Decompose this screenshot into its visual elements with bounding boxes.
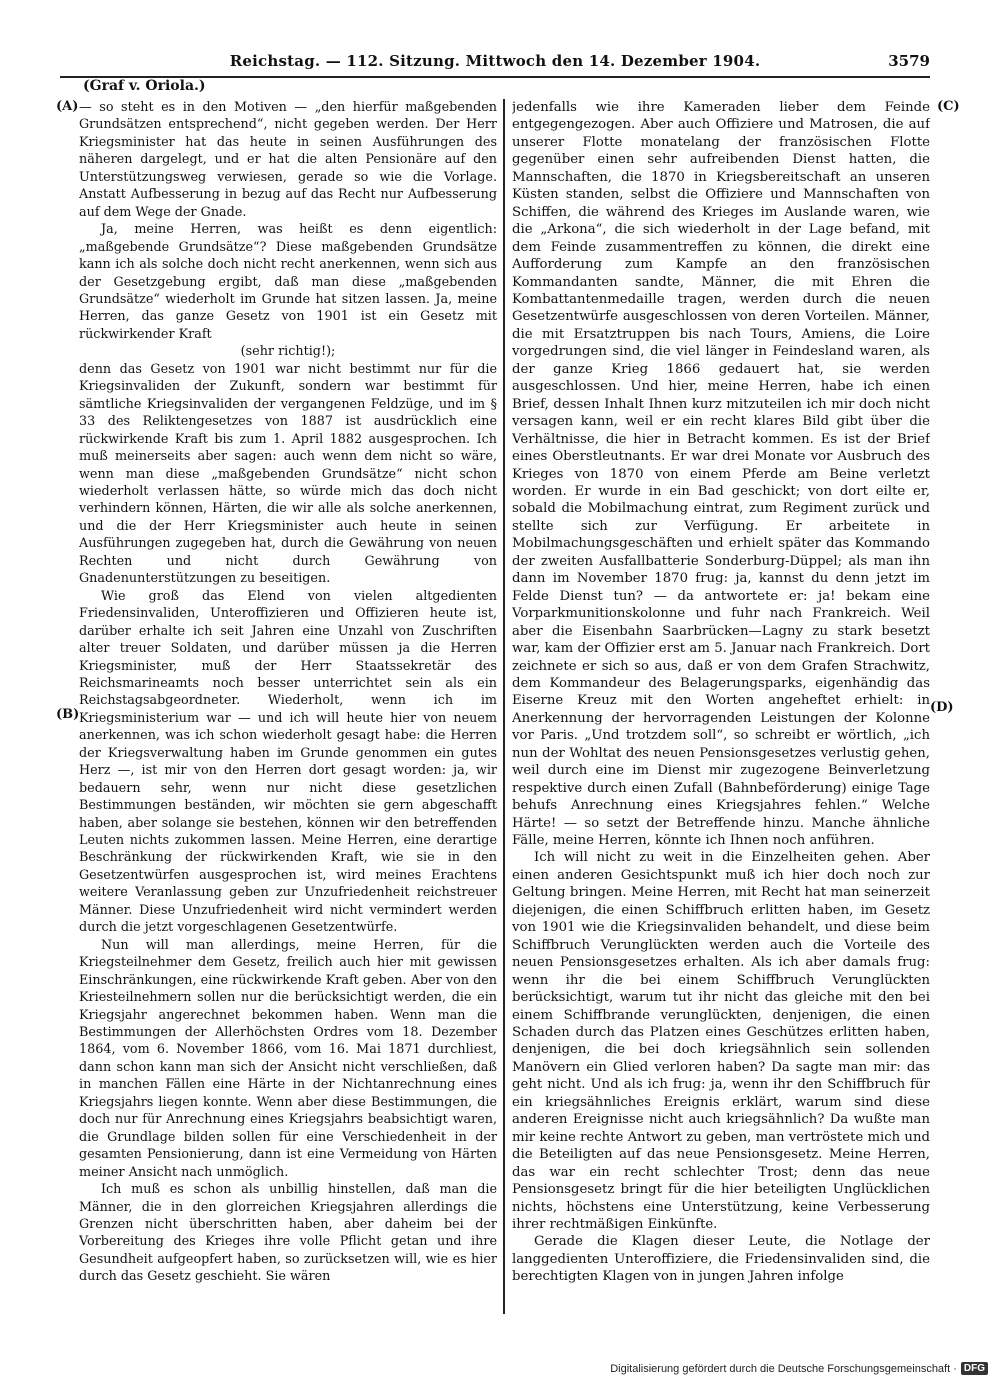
header-title: Reichstag. — 112. Sitzung. Mittwoch den 14. Dezember 1904. xyxy=(229,52,761,70)
digitization-footer xyxy=(610,1362,988,1375)
right-column xyxy=(512,99,930,1294)
paragraph: Wie groß das Elend von vielen altgedienten Friedensinvaliden, Unteroffizieren und Offizieren heute ist, darüber erhalte ich seit Jahren eine Unzahl von Zuschriften alter treuer Soldaten, und darüber müssen ja die Herren Kriegsminister, muß der Herr Staatssekretär des Reichsmarineamts noch besser unterrichtet sein als ein Reichstagsabgeordneter. Wiederholt, wenn ich im Kriegsministerium war — und ich will heute hier von neuem anerkennen, was ich schon wiederholt gesagt habe: die Herren der Kriegsverwaltung haben im Grunde genommen ein gutes Herz —, ist mir von den Herren dort gesagt worden: ja, wir bedauern sehr, wenn nur nicht diese gesetzlichen Bestimmungen beständen, wir möchten sie gern abgeschafft haben, aber solange sie bestehen, können wir den betreffenden Leuten nichts zukommen lassen. Meine Herren, eine derartige Beschränkung der rückwirkenden Kraft, wie sie in den Gesetzentwürfen ausgesprochen ist, wird meines Erachtens weitere Veranlassung geben zur Unzufriedenheit reichstreuer Männer. Diese Unzufriedenheit wird nicht vermindert werden durch die jetzt vorgeschlagenen Gesetzentwürfe. xyxy=(79,588,497,936)
left-column xyxy=(79,99,497,1294)
paragraph: denn das Gesetz von 1901 war nicht bestimmt nur für die Kriegsinvaliden der Zukunft, sondern war bestimmt für sämtliche Kriegsinvaliden der vergangenen Feldzüge, und im § 33 des Reliktengesetzes von 1887 ist ausdrücklich eine rückwirkende Kraft bis zum 1. April 1882 ausgesprochen. Ich muß meinerseits aber sagen: auch wenn dem nicht so wäre, wenn man diese „maßgebenden Grundsätze“ nicht schon wiederholt verlassen hätte, so würde mich das doch nicht verhindern können, Härten, die wir alle als solche anerkennen, und die der Herr Kriegsminister auch heute in seinen Ausführungen zugegeben hat, durch die Gewährung von neuen Rechten und nicht durch Gewährung von Gnadenunterstützungen zu beseitigen. xyxy=(79,361,497,587)
margin-marker-d: (D) xyxy=(930,700,954,715)
paragraph: — so steht es in den Motiven — „den hierfür maßgebenden Grundsätzen entsprechend“, nicht gegeben werden. Der Herr Kriegsminister hat das heute in seinen Ausführungen des näheren dargelegt, und er hat die alten Pensionäre auf den Unterstützungsweg verwiesen, gerade so wie die Vorlage. Anstatt Aufbesserung in bezug auf das Recht nur Aufbesserung auf dem Wege der Gnade. xyxy=(79,100,497,220)
page-number: 3579 xyxy=(888,52,930,70)
interjection: (sehr richtig!); xyxy=(240,344,336,360)
paragraph: Gerade die Klagen dieser Leute, die Notlage der langgedienten Unteroffiziere, die Friedensinvaliden sind, die berechtigten Klagen von in jungen Jahren infolge xyxy=(512,1234,930,1285)
paragraph: Nun will man allerdings, meine Herren, für die Kriegsteilnehmer dem Gesetz, freilich auch hier mit gewissen Einschränkungen, eine rückwirkende Kraft geben. Aber von den Kriesteilnehmern sollen nur die berücksichtigt werden, die ein Kriegsjahr angerechnet bekommen haben. Wenn man die Bestimmungen der Allerhöchsten Ordres vom 18. Dezember 1864, vom 6. November 1866, vom 16. Mai 1871 durchliest, dann schon kann man sich der Ansicht nicht verschließen, daß in manchen Fällen eine Härte in der Nichtanrechnung eines Kriegsjahrs liegen konnte. Wenn aber diese Bestimmungen, die doch nur für Anrechnung eines Kriegsjahrs beabsichtigt waren, die Grundlage bilden sollen für eine Verschiedenheit in der gesamten Pensionierung, dann ist eine Vermeidung von Härten meiner Ansicht nach unmöglich. xyxy=(79,937,497,1180)
margin-marker-c: (C) xyxy=(937,99,960,114)
page-header xyxy=(60,50,930,78)
column-divider xyxy=(503,99,505,1314)
paragraph: jedenfalls wie ihre Kameraden lieber dem Feinde entgegengezogen. Aber auch Offiziere und Matrosen, die auf unserer Flotte monatelang der französischen Flotte gegenüber einen sehr aufreibenden Dienst hatten, die Mannschaften, die 1870 in Kriegsbereitschaft an unseren Küsten standen, selbst die Offiziere und Mannschaften von Schiffen, die während des Krieges im Auslande waren, wie die „Arkona“, die sich wiederholt in der Lage befand, mit dem Feinde zusammentreffen zu können, die direkt eine Aufforderung zum Kampfe an den französischen Kommandanten sandte, Männer, die mit Ehren die Kombattantenmedaille tragen, werden durch die neuen Gesetzentwürfe ausgeschlossen von deren Vorteilen. Männer, die mit Ersatztruppen bis nach Tours, Amiens, die Loire vorgedrungen sind, die viel länger in Feindesland waren, als der ganze Krieg 1866 gedauert hat, sie werden ausgeschlossen. Und hier, meine Herren, habe ich einen Brief, dessen Inhalt Ihnen kurz mitzuteilen ich mir doch nicht versagen kann, weil er ein recht klares Bild gibt über die Verhältnisse, die hier in Betracht kommen. Es ist der Brief eines Oberstleutnants. Er war drei Monate vor Ausbruch des Krieges von 1870 von einem Pferde am Beine verletzt worden. Er wurde in ein Bad geschickt; von dort eilte er, sobald die Mobilmachung eintrat, zum Regiment zurück und stellte sich zur Verfügung. Er arbeitete in Mobilmachungsgeschäften und erhielt später das Kommando der zweiten Ausfallbatterie Sonderburg-Düppel; als man ihn dann im November 1870 frug: ja, kannst du denn jetzt im Felde Dienst tun? — da antwortete er: ja! bekam eine Vorparkmunitionskolonne und fuhr nach Frankreich. Weil aber die Eisenbahn Saarbrücken—Lagny zu stark besetzt war, kam der Offizier erst am 5. Januar nach Frankreich. Dort zeichnete er sich so aus, daß er von dem Grafen Strachwitz, dem Kommandeur des Belagerungsparks, eigenhändig das Eiserne Kreuz mit den Worten angeheftet erhielt: in Anerkennung der hervorragenden Leistungen der Kolonne vor Paris. „Und trotzdem soll“, so schreibt er wörtlich, „ich nun der Wohltat des neuen Pensionsgesetzes verlustig gehen, weil durch eine im Dienst mir zugezogene Beinverletzung respektive durch einen Zufall (Bahnbeförderung) einige Tage behufs Anrechnung eines Kriegsjahres fehlen.“ Welche Härte! — so setzt der Betreffende hinzu. Manche ähnliche Fälle, meine Herren, könnte ich Ihnen noch anführen. xyxy=(512,100,930,849)
dfg-logo: DFG xyxy=(961,1362,988,1375)
paragraph: Ich muß es schon als unbillig hinstellen, daß man die Männer, die in den glorreichen Kriegsjahren allerdings die Grenzen nicht überschritten haben, aber daheim bei der Vorbereitung des Krieges ihre volle Pflicht getan und ihre Gesundheit aufgeopfert haben, so zurücksetzen will, wie es hier durch das Gesetz geschieht. Sie wären xyxy=(79,1182,497,1285)
paragraph: Ich will nicht zu weit in die Einzelheiten gehen. Aber einen anderen Gesichtspunkt muß ich hier doch noch zur Geltung bringen. Meine Herren, mit Recht hat man seinerzeit diejenigen, die einen Schiffbruch erlitten haben, im Gesetz von 1901 wie die Kriegsinvaliden behandelt, und diese beim Schiffbruch Verunglückten werden auch die Vorteile des neuen Pensionsgesetzes erhalten. Als ich aber damals frug: wenn ihr die bei einem Schiffbruch Verunglückten berücksichtigt, warum tut ihr nicht das gleiche mit den bei einem Schiffbrande verunglückten, denjenigen, die einen Schaden durch das Platzen eines Geschützes erlitten haben, denjenigen, die bei doch kriegsähnlich sein sollenden Manövern ein Glied verloren haben? Da sagte man mir: das geht nicht. Und als ich frug: ja, wenn ihr den Schiffbruch für ein kriegsähnliches Ereignis erklärt, warum sind diese anderen Ereignisse nicht auch kriegsähnlich? Da wußte man mir keine rechte Antwort zu geben, man vertröstete mich und die Beteiligten auf das neue Pensionsgesetz. Meine Herren, das war ein recht schlechter Trost; denn das neue Pensionsgesetz bringt für die hier beteiligten Unglücklichen nichts, höchstens eine Unterstützung, keine Verbesserung ihrer rechtmäßigen Einkünfte. xyxy=(512,850,930,1232)
footer-text: Digitalisierung gefördert durch die Deutsche Forschungsgemeinschaft · xyxy=(610,1362,957,1375)
margin-marker-a: (A) xyxy=(56,99,79,114)
margin-marker-b: (B) xyxy=(56,707,80,722)
paragraph: Ja, meine Herren, was heißt es denn eigentlich: „maßgebende Grundsätze“? Diese maßgebenden Grundsätze kann ich als solche doch nicht recht anerkennen, wenn sich aus der Gesetzgebung ergibt, daß man diese „maßgebenden Grundsätze“ wiederholt im Grunde hat sitzen lassen. Ja, meine Herren, das ganze Gesetz von 1901 ist ein Gesetz mit rückwirkender Kraft xyxy=(79,222,497,342)
speaker-label: (Graf v. Oriola.) xyxy=(83,78,206,94)
